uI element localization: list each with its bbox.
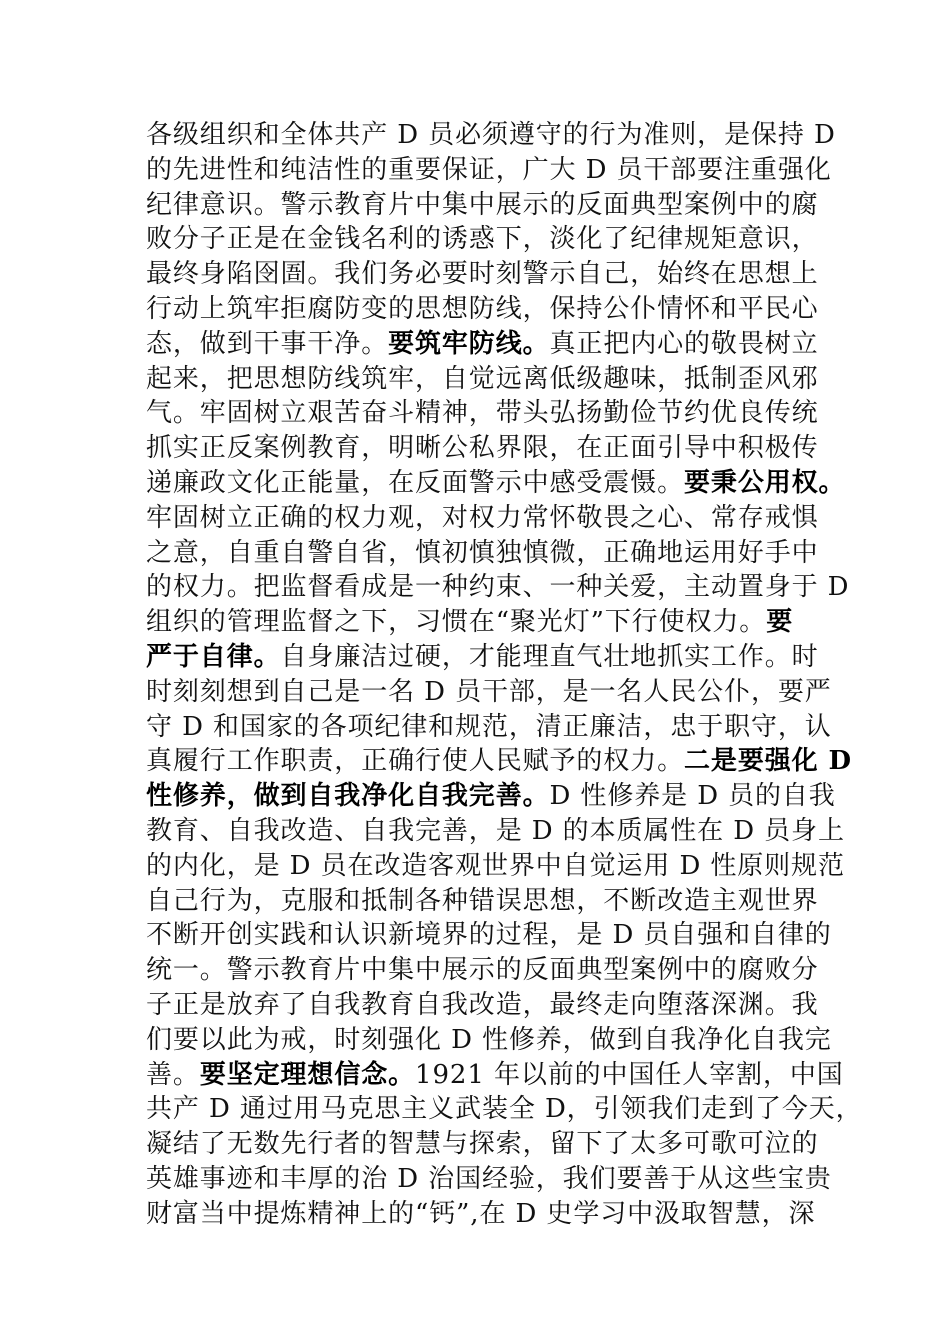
text-line: [146, 779, 836, 814]
paragraph-text: 守 D 和国家的各项纪律和规范，清正廉洁，忠于职守，认: [146, 711, 832, 742]
text-line: [146, 536, 826, 571]
paragraph-text: 子正是放弃了自我教育自我改造，最终走向堕落深渊。我: [146, 989, 819, 1020]
paragraph-text: 之意，自重自警自省，慎初慎独慎微，正确地运用好手中: [146, 537, 819, 568]
paragraph-text: 英雄事迹和丰厚的治 D 治国经验，我们要善于从这些宝贵: [146, 1163, 832, 1194]
text-line: [146, 153, 832, 188]
bold-heading-text: 要坚定理想信念。: [199, 1059, 416, 1090]
paragraph-text: 财富当中提炼精神上的“钙”,在 D 史学习中汲取智慧，深: [146, 1198, 816, 1229]
paragraph-text: 最终身陷囹圄。我们务必要时刻警示自己，始终在思想上: [146, 259, 819, 290]
paragraph-text: 败分子正是在金钱名利的诱惑下，淡化了纪律规矩意识，: [146, 224, 819, 255]
text-line: [146, 257, 826, 292]
paragraph-text: 气。牢固树立艰苦奋斗精神，带头弘扬勤俭节约优良传统: [146, 398, 819, 429]
text-line: [146, 1197, 826, 1232]
text-line: [146, 118, 836, 153]
text-line: [146, 501, 826, 536]
text-line: [146, 988, 826, 1023]
paragraph-text: 时刻刻想到自己是一名 D 员干部，是一名人民公仆，要严: [146, 676, 832, 707]
text-line: [146, 605, 826, 640]
paragraph-text: 的权力。把监督看成是一种约束、一种关爱，主动置身于 D: [146, 572, 850, 603]
text-line: [146, 1023, 832, 1058]
paragraph-text: 的先进性和纯洁性的重要保证，广大 D 员干部要注重强化: [146, 154, 832, 185]
body-text: [146, 118, 863, 1232]
text-line: [146, 292, 826, 327]
paragraph-text: 各级组织和全体共产 D 员必须遵守的行为准则，是保持 D: [146, 120, 836, 150]
paragraph-text: 真正把内心的敬畏树立: [549, 328, 819, 359]
paragraph-text: 们要以此为戒，时刻强化 D 性修养，做到自我净化自我完: [146, 1024, 832, 1055]
text-line: [146, 362, 826, 397]
paragraph-text: 共产 D 通过用马克思主义武装全 D，引领我们走到了今天，: [146, 1094, 863, 1125]
bold-heading-text: 性修养，做到自我净化自我完善。: [146, 781, 550, 812]
text-line: [146, 849, 845, 884]
paragraph-text: 纪律意识。警示教育片中集中展示的反面典型案例中的腐: [146, 189, 819, 220]
bold-heading-text: 二是要强化 D: [684, 746, 852, 777]
paragraph-text: 自己行为，克服和抵制各种错误思想，不断改造主观世界: [146, 885, 819, 916]
paragraph-text: 1921 年以前的中国任人宰割，中国: [415, 1059, 844, 1090]
text-line: [146, 710, 832, 745]
bold-heading-text: 要筑牢防线。: [388, 328, 550, 359]
text-line: [146, 396, 826, 431]
text-line: [146, 918, 832, 953]
bold-heading-text: 要秉公用权。: [684, 467, 846, 498]
text-line: [146, 188, 826, 223]
paragraph-text: D 性修养是 D 员的自我: [549, 781, 836, 812]
paragraph-text: 真履行工作职责，正确行使人民赋予的权力。: [146, 746, 685, 777]
paragraph-text: 自身廉洁过硬，才能理直气壮地抓实工作。时: [280, 641, 819, 672]
text-line: [146, 570, 850, 605]
paragraph-text: 抓实正反案例教育，明晰公私界限，在正面引导中积极传: [146, 433, 819, 464]
bold-heading-text: 要: [766, 607, 794, 638]
text-line: [146, 675, 832, 710]
paragraph-text: 起来，把思想防线筑牢，自觉远离低级趣味，抵制歪风邪: [146, 363, 819, 394]
text-line: [146, 884, 826, 919]
text-line: [146, 814, 845, 849]
bold-heading-text: 严于自律。: [146, 641, 281, 672]
text-line: [146, 466, 846, 501]
text-line: [146, 744, 852, 779]
paragraph-text: 牢固树立正确的权力观，对权力常怀敬畏之心、常存戒惧: [146, 502, 819, 533]
text-line: [146, 1162, 832, 1197]
text-line: [146, 953, 826, 988]
text-line: [146, 640, 826, 675]
paragraph-text: 凝结了无数先行者的智慧与探索，留下了太多可歌可泣的: [146, 1129, 819, 1160]
text-line: [146, 327, 826, 362]
text-line: [146, 431, 826, 466]
paragraph-text: 不断开创实践和认识新境界的过程，是 D 员自强和自律的: [146, 920, 832, 951]
paragraph-text: 递廉政文化正能量，在反面警示中感受震慑。: [146, 467, 685, 498]
text-line: [146, 1058, 844, 1093]
paragraph-text: 行动上筑牢拒腐防变的思想防线，保持公仆情怀和平民心: [146, 293, 819, 324]
paragraph-text: 的内化，是 D 员在改造客观世界中自觉运用 D 性原则规范: [146, 850, 845, 881]
paragraph-text: 组织的管理监督之下，习惯在“聚光灯”下行使权力。: [146, 607, 767, 638]
text-line: [146, 222, 826, 257]
text-line: [146, 1092, 863, 1127]
paragraph-text: 统一。警示教育片中集中展示的反面典型案例中的腐败分: [146, 955, 819, 986]
paragraph-text: 善。: [146, 1059, 200, 1090]
paragraph-text: 态，做到干事干净。: [146, 328, 389, 359]
text-line: [146, 1127, 826, 1162]
paragraph-text: 教育、自我改造、自我完善，是 D 的本质属性在 D 员身上: [146, 815, 845, 846]
